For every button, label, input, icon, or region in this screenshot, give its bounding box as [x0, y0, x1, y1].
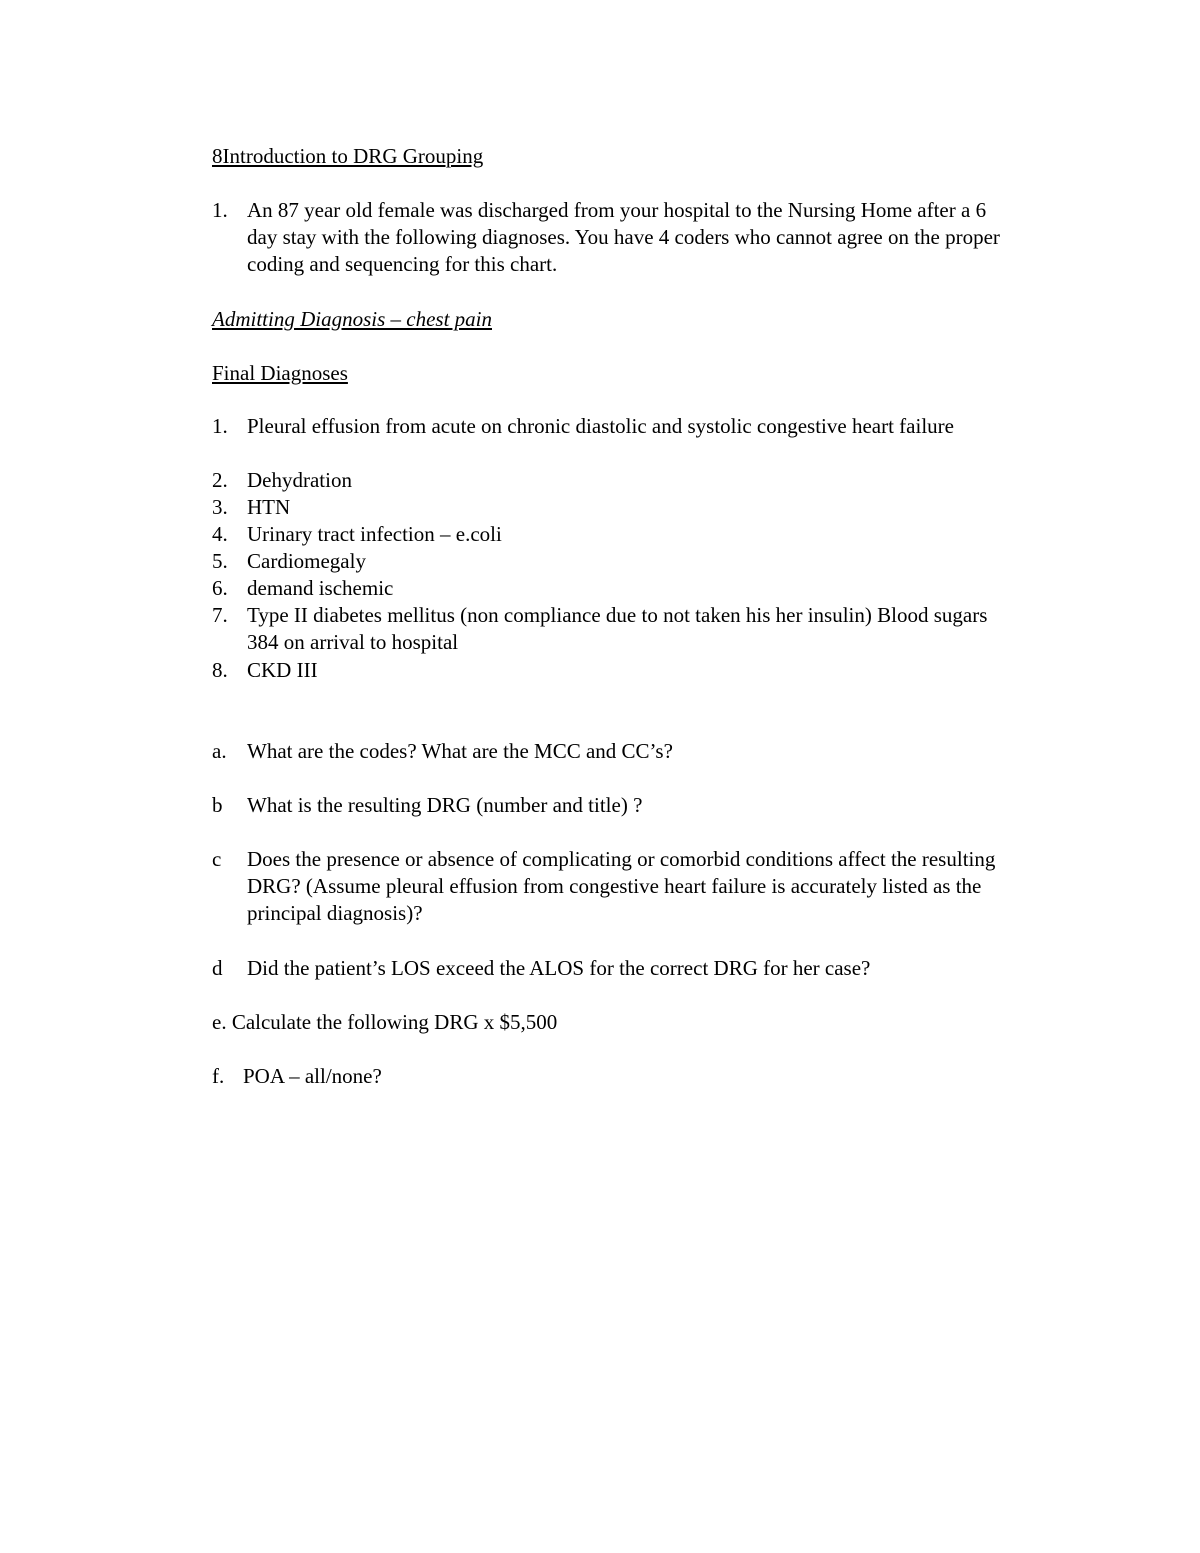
case-text: An 87 year old female was discharged from your hospital to the Nursing Home after a 6 day stay with the following diagnoses. You have 4 coders who cannot agree on the proper coding and sequencing for this chart. [247, 198, 1000, 276]
diagnosis-text: Pleural effusion from acute on chronic diastolic and systolic congestive heart failure [247, 414, 954, 438]
diagnosis-number: 5. [212, 549, 228, 573]
question-item [212, 955, 1012, 982]
diagnosis-number: 8. [212, 658, 228, 682]
diagnosis-text: Cardiomegaly [247, 549, 366, 573]
case-description [212, 197, 1012, 278]
question-item [212, 1063, 1012, 1090]
diagnosis-number: 6. [212, 576, 228, 600]
question-e: e. Calculate the following DRG x $5,500 [212, 1010, 558, 1034]
question-text: Does the presence or absence of complicating or comorbid conditions affect the resulting DRG? (Assume pleural effusion from congestive heart failure is accurately listed as the principal diagnosis)? [247, 847, 996, 925]
diagnosis-text: Urinary tract infection – e.coli [247, 522, 502, 546]
diagnosis-item [212, 548, 1012, 575]
diagnosis-item [212, 494, 1012, 521]
diagnosis-number: 1. [212, 414, 228, 438]
question-text: What are the codes? What are the MCC and CC’s? [247, 739, 673, 763]
diagnosis-text: Type II diabetes mellitus (non compliance due to not taken his her insulin) Blood sugars 384 on arrival to hospital [247, 603, 988, 654]
diagnosis-text: demand ischemic [247, 576, 394, 600]
admitting-diagnosis: Admitting Diagnosis – chest pain [212, 307, 492, 331]
diagnosis-text: CKD III [247, 658, 318, 682]
document-title: 8Introduction to DRG Grouping [212, 144, 484, 168]
diagnosis-item [212, 575, 1012, 602]
question-label: d [212, 956, 223, 980]
question-text: POA – all/none? [243, 1064, 382, 1088]
diagnosis-number: 2. [212, 468, 228, 492]
case-number: 1. [212, 198, 228, 222]
question-label: f. [212, 1064, 225, 1088]
question-label: c [212, 847, 222, 871]
diagnosis-item [212, 521, 1012, 548]
diagnosis-item [212, 467, 1012, 494]
final-diagnoses-heading: Final Diagnoses [212, 361, 348, 385]
question-text: Did the patient’s LOS exceed the ALOS for the correct DRG for her case? [247, 956, 871, 980]
diagnosis-item [212, 413, 1012, 440]
question-text: What is the resulting DRG (number and title) ? [247, 793, 643, 817]
diagnosis-text: Dehydration [247, 468, 352, 492]
diagnosis-text: HTN [247, 495, 291, 519]
question-label: a. [212, 739, 227, 763]
question-label: b [212, 793, 223, 817]
question-item [212, 792, 1012, 819]
diagnosis-number: 4. [212, 522, 228, 546]
diagnosis-number: 7. [212, 603, 228, 627]
question-item [212, 738, 1012, 765]
diagnosis-number: 3. [212, 495, 228, 519]
question-item [212, 846, 1012, 927]
diagnosis-item [212, 602, 1012, 656]
diagnosis-item [212, 657, 1012, 684]
